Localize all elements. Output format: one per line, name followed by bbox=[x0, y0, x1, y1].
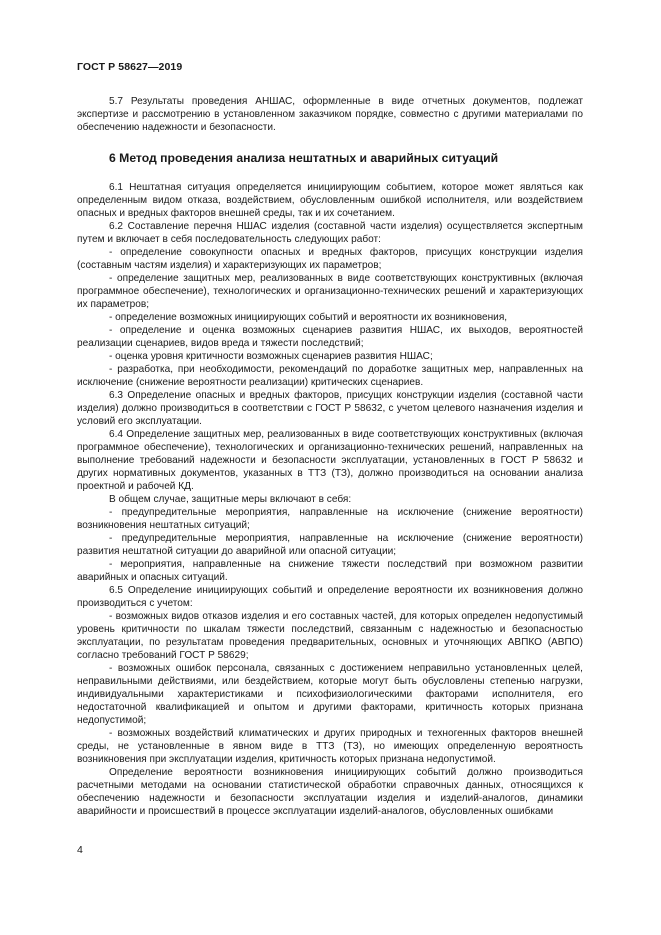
section-title: 6 Метод проведения анализа нештатных и аварийных ситуаций bbox=[109, 151, 499, 165]
list-item: - разработка, при необходимости, рекомендаций по доработке защитных мер, направленных на исключение (снижение вероятности реализации) критических сценариев. bbox=[77, 364, 583, 388]
paragraph-final: Определение вероятности возникновения инициирующих событий должно производиться расчетными методами на основании статистической обработки справочных данных, относящихся к обеспечению надежности и безопасности эксплуатации изделия и изделий-аналогов, динамики аварийности и происшествий в процессе эксплуатации изделий-аналогов, обусловленных ошибками bbox=[77, 767, 583, 817]
list-item: - оценка уровня критичности возможных сценариев развития НШАС; bbox=[109, 351, 433, 362]
list-item: - мероприятия, направленные на снижение тяжести последствий при возможном развитии аварийных и опасных ситуаций. bbox=[77, 559, 583, 583]
paragraph-6-5: 6.5 Определение инициирующих событий и определение вероятности их возникновения должно производиться с учетом: bbox=[77, 585, 583, 609]
paragraph-6-2: 6.2 Составление перечня НШАС изделия (составной части изделия) осуществляется экспертным путем и включает в себя последовательность следующих работ: bbox=[77, 221, 583, 245]
page-number: 4 bbox=[77, 844, 83, 856]
standard-header: ГОСТ Р 58627—2019 bbox=[77, 61, 183, 73]
paragraph-6-4-intro: В общем случае, защитные меры включают в себя: bbox=[109, 494, 352, 505]
paragraph-6-4: 6.4 Определение защитных мер, реализованных в виде соответствующих конструктивных (включая программное обеспечение), технологических и организационно-технических решений, направленных на выполнение требований надежности и безопасности эксплуатации, установленных в ГОСТ Р 58632 и других нормативных документов, указанных в ТТЗ (ТЗ), должно производиться на основании анализа проектной и рабочей КД. bbox=[77, 429, 583, 492]
list-item: - определение совокупности опасных и вредных факторов, присущих конструкции изделия (составным частям изделия) и характеризующих их параметров; bbox=[77, 247, 583, 271]
list-item: - возможных видов отказов изделия и его составных частей, для которых определен недопустимый уровень критичности по шкалам тяжести последствий, связанным с надежностью и безопасностью эксплуатации, по результатам проведения предварительных, основных и уточняющих АВПКО (АВПО) согласно требований ГОСТ Р 58629; bbox=[77, 611, 583, 661]
list-item: - предупредительные мероприятия, направленные на исключение (снижение вероятности) развития нештатной ситуации до аварийной или опасной ситуации; bbox=[77, 533, 583, 557]
document-body bbox=[77, 95, 583, 818]
list-item: - предупредительные мероприятия, направленные на исключение (снижение вероятности) возникновения нештатных ситуаций; bbox=[77, 507, 583, 531]
list-item: - определение защитных мер, реализованных в виде соответствующих конструктивных (включая программное обеспечение), технологических и организационно-технических решений и характеризующих их параметров; bbox=[77, 273, 583, 310]
list-item: - определение возможных инициирующих событий и вероятности их возникновения, bbox=[109, 312, 508, 323]
paragraph-6-1: 6.1 Нештатная ситуация определяется инициирующим событием, которое может являться как определенным видом отказа, воздействием, обусловленным ошибкой исполнителя, или воздействием опасных и вредных факторов внешней среды, так и их сочетанием. bbox=[77, 182, 583, 219]
paragraph-6-3: 6.3 Определение опасных и вредных факторов, присущих конструкции изделия (составной части изделия) должно производиться в соответствии с ГОСТ Р 58632, с учетом целевого назначения изделия и условий его эксплуатации. bbox=[77, 390, 583, 427]
list-item: - возможных ошибок персонала, связанных с достижением неправильно установленных целей, неправильными действиями, или бездействием, которые могут быть обусловлены степенью нагрузки, индивидуальными характеристиками и психофизиологическими факторами исполнителя, его недостаточной квалификацией и опытом и другими факторами, критичность которых признана недопустимой; bbox=[77, 663, 583, 726]
list-item: - возможных воздействий климатических и других природных и техногенных факторов внешней среды, не установленные в явном виде в ТТЗ (ТЗ), но имеющих определенную вероятность возникновения при эксплуатации изделия, критичность которых признана недопустимой. bbox=[77, 728, 583, 765]
paragraph-5-7: 5.7 Результаты проведения АНШАС, оформленные в виде отчетных документов, подлежат экспертизе и рассмотрению в установленном заказчиком порядке, совместно с другими материалами по обеспечению надежности и безопасности. bbox=[77, 96, 583, 133]
list-item: - определение и оценка возможных сценариев развития НШАС, их выходов, вероятностей реализации сценариев, видов вреда и тяжести последствий; bbox=[77, 325, 583, 349]
